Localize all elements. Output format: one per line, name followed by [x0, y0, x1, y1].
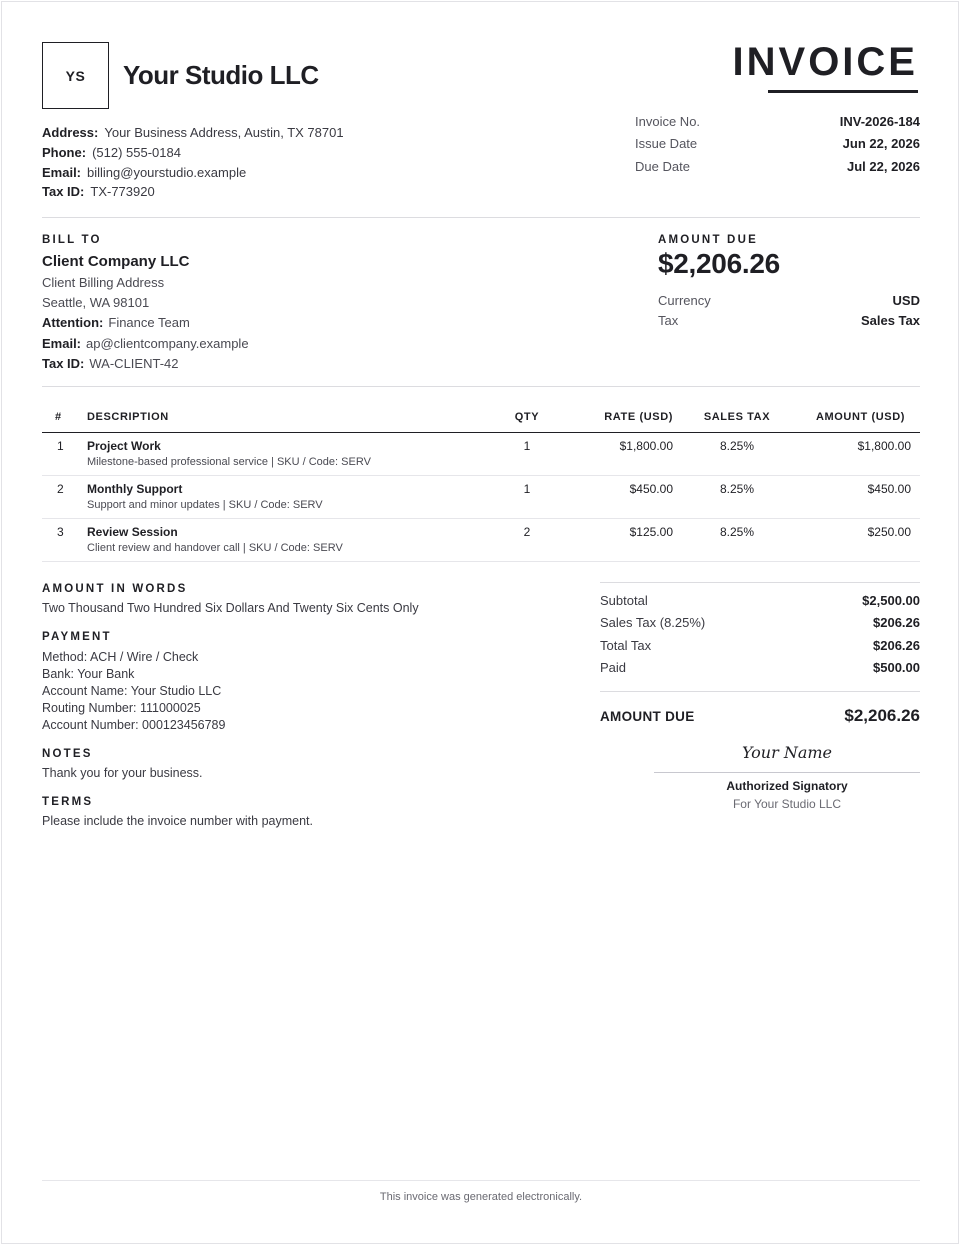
row-description [87, 476, 492, 519]
sender-phone-line [42, 143, 344, 163]
item-name: Monthly Support [87, 482, 183, 496]
sales-tax-row [600, 612, 920, 635]
terms-text: Please include the invoice number with payment. [42, 814, 313, 828]
issue-date-label: Issue Date [635, 136, 698, 152]
grand-total-row [600, 691, 920, 726]
row-tax: 8.25% [673, 433, 801, 476]
row-rate: $450.00 [562, 476, 673, 519]
amount-due-summary [658, 234, 920, 330]
issue-date: Jun 22, 2026 [842, 136, 920, 152]
bill-to-section [42, 234, 249, 374]
col-header-rate: RATE (USD) [562, 404, 673, 433]
payment-method: Method: ACH / Wire / Check [42, 650, 199, 664]
invoice-notes-column [42, 583, 522, 844]
item-detail: Support and minor updates | SKU / Code: SERV [87, 499, 323, 511]
amount-in-words-label: AMOUNT IN WORDS [42, 583, 188, 595]
invoice-number-label: Invoice No. [635, 113, 701, 129]
subtotal-value: $2,500.00 [862, 592, 920, 608]
currency-label: Currency [658, 292, 711, 308]
table-row [42, 476, 920, 519]
issue-date-row [635, 133, 920, 156]
amount-due-label: AMOUNT DUE [658, 234, 758, 246]
row-amount: $1,800.00 [801, 433, 920, 476]
col-header-amount: AMOUNT (USD) [801, 404, 920, 433]
signature-block [654, 742, 920, 811]
item-name: Project Work [87, 439, 161, 453]
subtotal-label: Subtotal [600, 592, 648, 608]
amount-in-words-block [42, 583, 522, 617]
paid-label: Paid [600, 660, 627, 676]
payment-block [42, 631, 522, 734]
col-header-description: DESCRIPTION [87, 404, 492, 433]
signature-name: Your Name [741, 743, 833, 762]
total-tax-row [600, 634, 920, 657]
table-row [42, 519, 920, 562]
sales-tax-value: $206.26 [873, 615, 920, 631]
line-items-table [42, 404, 920, 562]
sender-taxid: TX-773920 [90, 184, 155, 200]
company-name: Your Studio LLC [123, 60, 319, 90]
client-email-label: Email: [42, 335, 82, 351]
sender-details [42, 123, 344, 202]
terms-label: TERMS [42, 796, 94, 808]
invoice-meta [635, 110, 920, 178]
taxid-label: Tax ID: [42, 184, 85, 200]
client-attention-line [42, 313, 249, 333]
client-name: Client Company LLC [42, 253, 190, 270]
invoice-footer [42, 1180, 920, 1203]
client-email: ap@clientcompany.example [86, 335, 249, 351]
row-qty: 2 [492, 519, 562, 562]
invoice-number-row [635, 110, 920, 133]
sender-taxid-line [42, 182, 344, 202]
row-rate: $125.00 [562, 519, 673, 562]
signature-line [654, 772, 920, 773]
title-underline [768, 90, 918, 93]
logo-initials: YS [65, 67, 86, 84]
subtotal-row [600, 589, 920, 612]
row-tax: 8.25% [673, 519, 801, 562]
payment-bank: Bank: Your Bank [42, 667, 135, 681]
client-attention: Finance Team [108, 315, 190, 331]
paid-row [600, 657, 920, 680]
signatory-company: For Your Studio LLC [732, 797, 842, 811]
row-qty: 1 [492, 476, 562, 519]
col-header-number: # [42, 404, 87, 433]
client-address-1: Client Billing Address [42, 275, 165, 290]
sender-phone: (512) 555-0184 [92, 144, 181, 160]
row-amount: $450.00 [801, 476, 920, 519]
totals-panel [600, 582, 920, 726]
client-taxid-label: Tax ID: [42, 355, 85, 371]
paid-value: $500.00 [873, 660, 920, 676]
address-label: Address: [42, 125, 99, 140]
amount-in-words-text: Two Thousand Two Hundred Six Dollars And Twenty Six Cents Only [42, 601, 419, 615]
signatory-title: Authorized Signatory [726, 779, 848, 793]
grand-total-label: AMOUNT DUE [600, 708, 695, 724]
row-amount: $250.00 [801, 519, 920, 562]
row-tax: 8.25% [673, 476, 801, 519]
total-tax-label: Total Tax [600, 637, 652, 653]
currency-value: USD [892, 292, 920, 308]
payment-account-number: Account Number: 000123456789 [42, 718, 226, 732]
item-detail: Milestone-based professional service | SKU / Code: SERV [87, 456, 371, 468]
footer-text: This invoice was generated electronically. [379, 1191, 583, 1203]
table-row [42, 433, 920, 476]
row-number: 1 [42, 433, 87, 476]
table-header-row [42, 404, 920, 433]
row-description [87, 519, 492, 562]
due-date-row [635, 155, 920, 178]
notes-label: NOTES [42, 748, 93, 760]
client-email-line [42, 334, 249, 354]
currency-row [658, 290, 920, 310]
tax-type-label: Tax [658, 312, 679, 328]
company-logo [42, 42, 109, 109]
total-tax-value: $206.26 [873, 637, 920, 653]
billto-divider [42, 386, 920, 387]
payment-label: PAYMENT [42, 631, 112, 643]
client-address-2: Seattle, WA 98101 [42, 295, 150, 311]
sender-address: Your Business Address, Austin, TX 78701 [104, 125, 344, 140]
payment-lines [42, 649, 522, 734]
invoice-page [1, 1, 959, 1244]
terms-block [42, 796, 522, 830]
col-header-sales-tax: SALES TAX [673, 404, 801, 433]
tax-type-row [658, 310, 920, 330]
row-description [87, 433, 492, 476]
sender-address-line [42, 123, 344, 143]
sender-email: billing@yourstudio.example [87, 164, 247, 180]
invoice-number: INV-2026-184 [839, 113, 920, 129]
document-title: INVOICE [732, 40, 918, 84]
header-divider [42, 217, 920, 218]
col-header-qty: QTY [492, 404, 562, 433]
item-name: Review Session [87, 525, 178, 539]
item-detail: Client review and handover call | SKU / Code: SERV [87, 542, 343, 554]
due-date-label: Due Date [635, 158, 690, 174]
row-qty: 1 [492, 433, 562, 476]
row-number: 2 [42, 476, 87, 519]
grand-total-value: $2,206.26 [844, 706, 920, 725]
client-taxid: WA-CLIENT-42 [89, 355, 179, 371]
row-rate: $1,800.00 [562, 433, 673, 476]
attention-label: Attention: [42, 315, 104, 331]
phone-label: Phone: [42, 144, 87, 160]
notes-block [42, 748, 522, 782]
email-label: Email: [42, 164, 82, 180]
sales-tax-label: Sales Tax (8.25%) [600, 615, 706, 631]
payment-routing: Routing Number: 111000025 [42, 701, 201, 715]
payment-account-name: Account Name: Your Studio LLC [42, 684, 222, 698]
notes-text: Thank you for your business. [42, 766, 203, 780]
amount-due-value: $2,206.26 [658, 248, 780, 279]
row-number: 3 [42, 519, 87, 562]
tax-type-value: Sales Tax [860, 312, 920, 328]
bill-to-label: BILL TO [42, 234, 102, 246]
client-taxid-line [42, 354, 249, 374]
due-date: Jul 22, 2026 [847, 158, 920, 174]
sender-email-line [42, 163, 344, 183]
